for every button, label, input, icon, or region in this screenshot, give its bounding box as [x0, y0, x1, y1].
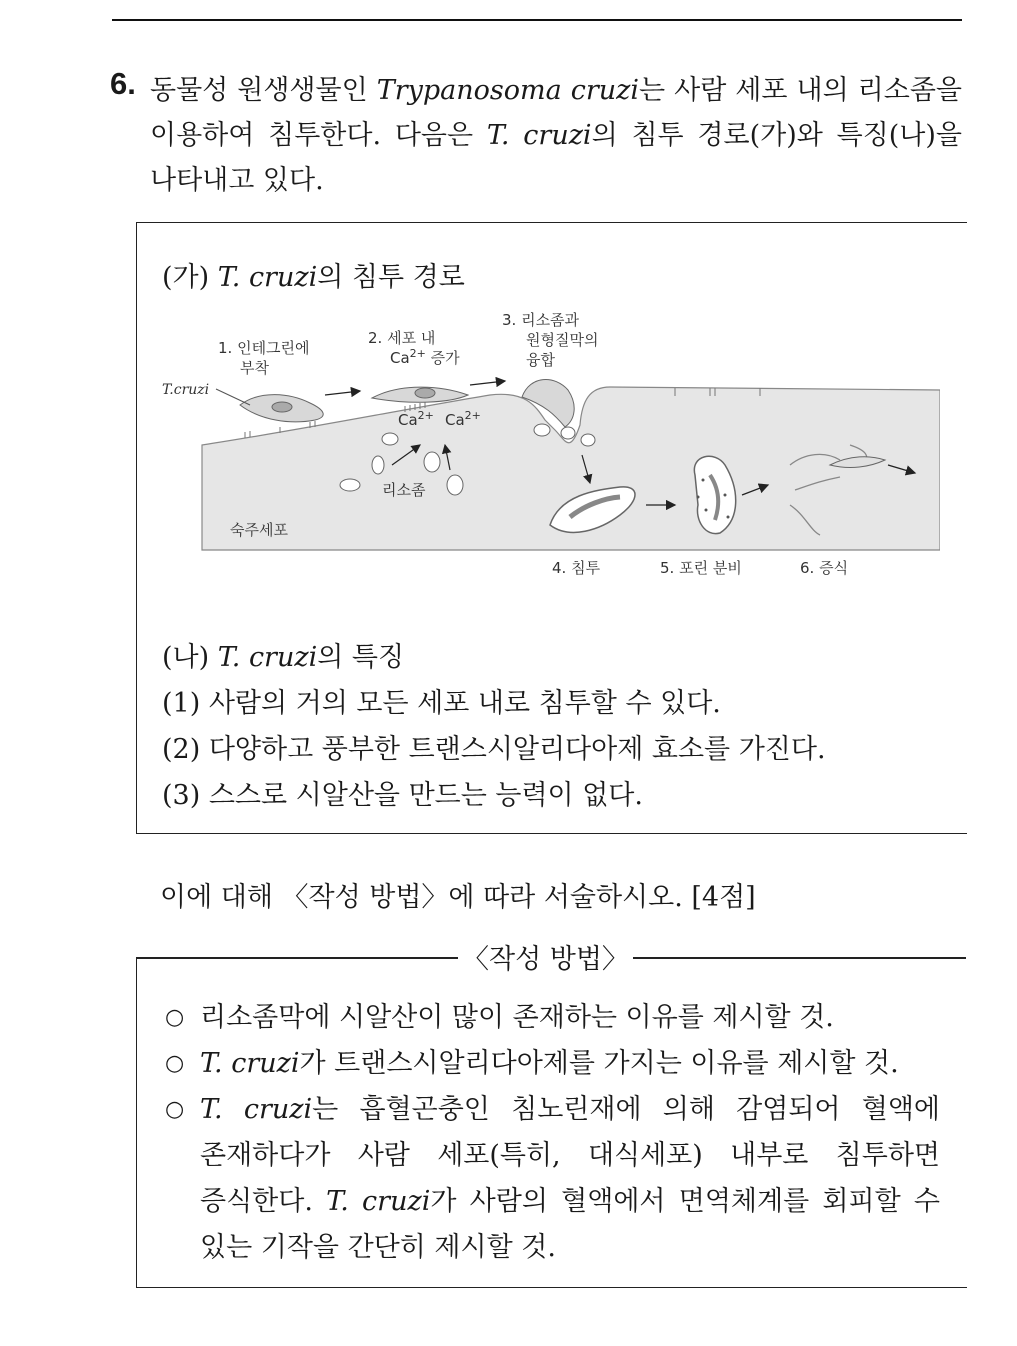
method-list	[165, 995, 940, 1271]
label-step2-b: $Ca^{2+}$ 증가	[390, 347, 460, 367]
label-lysosome: 리소좀	[382, 481, 426, 499]
bullet-circle: ○	[165, 1097, 185, 1122]
method-item-3-line-2: 존재하다가 사람 세포(특히, 대식세포) 내부로 침투하면	[200, 1140, 940, 1171]
label-step1-a: 1. 인테그린에	[218, 339, 310, 357]
label-step3-b: 원형질막의	[526, 331, 599, 349]
label-step3-c: 융합	[526, 351, 555, 369]
top-rule	[112, 19, 962, 21]
method-item-2: ○ T. cruzi가 트랜스시알리다아제를 가지는 이유를 제시할 것.	[165, 1041, 940, 1087]
method-item-3-line-3: 증식한다. T. cruzi가 사람의 혈액에서 면역체계를 회피할 수	[200, 1186, 940, 1217]
feature-item: (1) 사람의 거의 모든 세포 내로 침투할 수 있다.	[162, 688, 721, 719]
invasion-pathway-diagram	[150, 305, 940, 590]
question-line-1: 동물성 원생생물인 Trypanosoma cruzi는 사람 세포 내의 리소좀을	[150, 75, 962, 106]
feature-item: (2) 다양하고 풍부한 트랜스시알리다아제 효소를 가진다.	[162, 734, 826, 765]
question-number: 6.	[110, 66, 136, 101]
question-text	[150, 68, 962, 203]
label-t-cruzi: T.cruzi	[162, 382, 210, 398]
bullet-circle: ○	[165, 1005, 185, 1030]
method-item-3-line-1: T. cruzi는 흡혈곤충인 침노린재에 의해 감염되어 혈액에	[200, 1094, 941, 1125]
label-ca-ion-2: $Ca^{2+}$	[445, 409, 481, 429]
method-box-title: 〈작성 방법〉	[458, 937, 633, 976]
bullet-circle: ○	[165, 1051, 185, 1076]
method-item-3-line-4: 있는 기작을 간단히 제시할 것.	[200, 1232, 556, 1263]
question-line-3: 나타내고 있다.	[150, 165, 324, 196]
section-na	[162, 635, 826, 819]
label-step4: 4. 침투	[552, 559, 601, 577]
feature-item: (3) 스스로 시알산을 만드는 능력이 없다.	[162, 780, 643, 811]
label-step2-a: 2. 세포 내	[368, 329, 436, 347]
label-ca-ion-1: $Ca^{2+}$	[398, 409, 434, 429]
label-step3-a: 3. 리소좀과	[502, 311, 580, 329]
label-step6: 6. 증식	[800, 559, 849, 577]
label-step1-b: 부착	[240, 359, 269, 377]
instruction-text: 이에 대해 〈작성 방법〉에 따라 서술하시오. [4점]	[160, 882, 756, 913]
section-na-title: (나) T. cruzi의 특징	[162, 642, 405, 673]
section-ga-title: (가) T. cruzi의 침투 경로	[162, 262, 465, 293]
method-item-1: ○ 리소좀막에 시알산이 많이 존재하는 이유를 제시할 것.	[165, 995, 940, 1041]
question-line-2: 이용하여 침투한다. 다음은 T. cruzi의 침투 경로(가)와 특징(나)을	[150, 120, 962, 151]
method-item-3	[165, 1087, 940, 1271]
label-host-cell: 숙주세포	[230, 521, 288, 539]
label-step5: 5. 포린 분비	[660, 559, 742, 577]
